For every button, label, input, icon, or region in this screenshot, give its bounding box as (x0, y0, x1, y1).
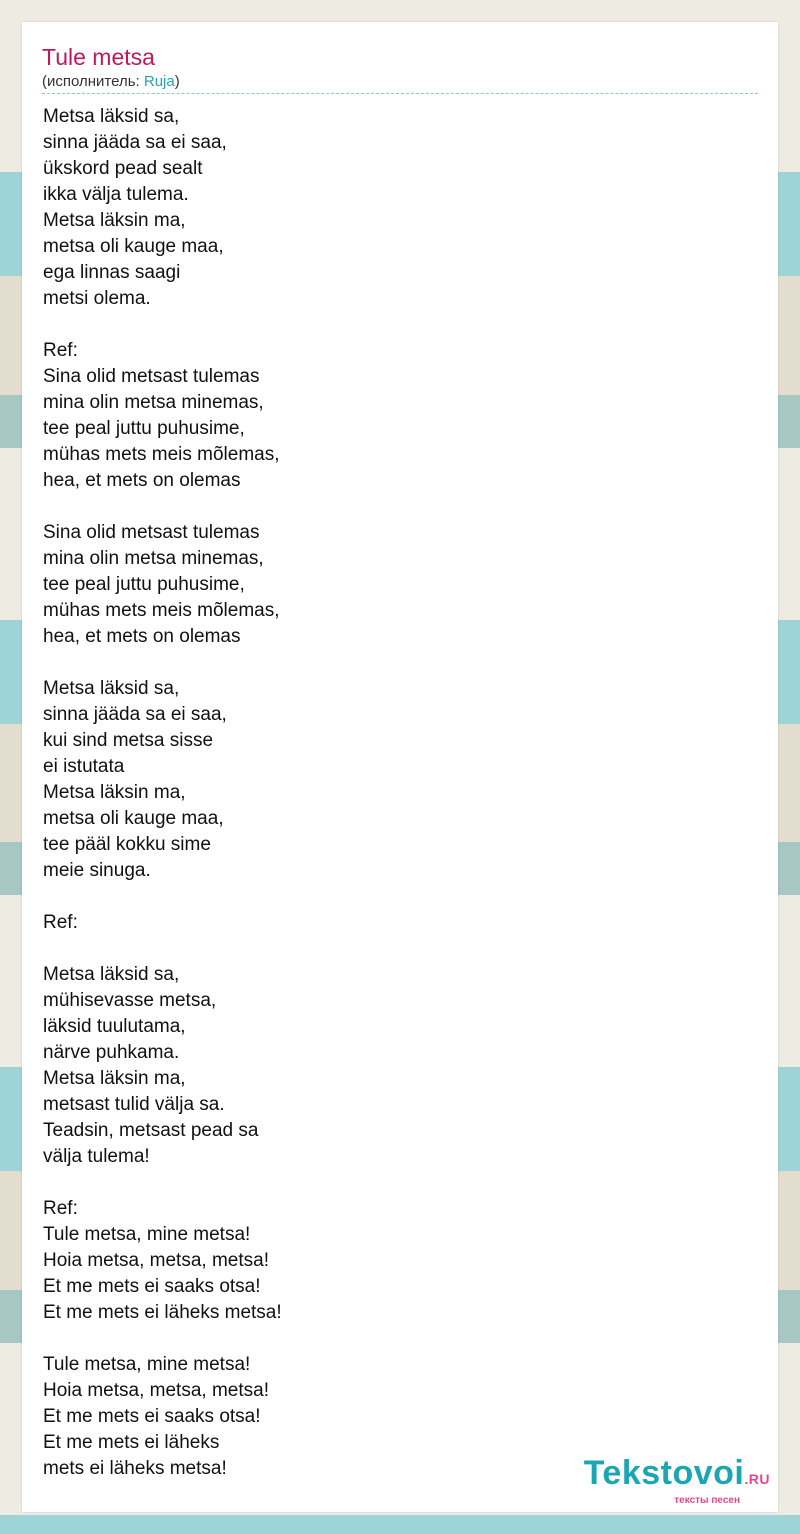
lyric-line: Ref: (43, 1198, 78, 1219)
lyric-line: tee pääl kokku sime (43, 834, 211, 855)
lyric-line: mühas mets meis mõlemas, (43, 600, 280, 621)
lyric-line: meie sinuga. (43, 860, 151, 881)
lyric-line: Metsa läksid sa, (43, 678, 180, 699)
lyric-line: tee peal juttu puhusime, (43, 574, 245, 595)
lyric-line: välja tulema! (43, 1146, 150, 1167)
lyric-line: hea, et mets on olemas (43, 626, 241, 647)
lyric-line: mühas mets meis mõlemas, (43, 444, 280, 465)
lyric-line: mühisevasse metsa, (43, 990, 217, 1011)
title-divider (42, 93, 758, 94)
artist-prefix: (исполнитель: (42, 73, 144, 90)
lyric-line: läksid tuulutama, (43, 1016, 186, 1037)
lyric-line: mets ei läheks metsa! (43, 1458, 227, 1479)
lyric-line: tee peal juttu puhusime, (43, 418, 245, 439)
lyric-line: metsa oli kauge maa, (43, 808, 224, 829)
logo-tld: .RU (744, 1471, 770, 1487)
artist-line (42, 73, 180, 91)
lyric-line: ükskord pead sealt (43, 158, 203, 179)
artist-link[interactable]: Ruja (143, 73, 175, 90)
logo-tagline: тексты песен (674, 1495, 740, 1506)
lyric-line: Metsa läksid sa, (43, 106, 180, 127)
lyric-line (43, 494, 282, 520)
lyric-line: Sina olid metsast tulemas (43, 522, 260, 543)
lyric-line (43, 650, 282, 676)
lyric-line: metsast tulid välja sa. (43, 1094, 225, 1115)
lyric-line: hea, et mets on olemas (43, 470, 241, 491)
lyric-line: Ref: (43, 912, 78, 933)
lyric-line: ega linnas saagi (43, 262, 181, 283)
artist-suffix: ) (174, 73, 180, 90)
lyric-line: sinna jääda sa ei saa, (43, 704, 227, 725)
lyric-line (43, 936, 282, 962)
lyric-line: Hoia metsa, metsa, metsa! (43, 1380, 269, 1401)
lyric-line: mina olin metsa minemas, (43, 548, 264, 569)
lyric-line: Ref: (43, 340, 78, 361)
lyric-line: Et me mets ei läheks (43, 1432, 220, 1453)
song-title: Tule metsa (42, 44, 155, 70)
lyric-line: Et me mets ei läheks metsa! (43, 1302, 282, 1323)
site-logo[interactable] (584, 1456, 770, 1506)
lyric-line: Hoia metsa, metsa, metsa! (43, 1250, 269, 1271)
lyric-line (43, 312, 282, 338)
lyrics-card (22, 22, 778, 1512)
lyrics-text (43, 104, 282, 1482)
lyric-line: Metsa läksid sa, (43, 964, 180, 985)
lyric-line: kui sind metsa sisse (43, 730, 214, 751)
lyric-line: Metsa läksin ma, (43, 1068, 186, 1089)
lyric-line: Metsa läksin ma, (43, 782, 186, 803)
lyric-line: närve puhkama. (43, 1042, 180, 1063)
lyric-line: Teadsin, metsast pead sa (43, 1120, 259, 1141)
lyric-line: ikka välja tulema. (43, 184, 189, 205)
lyric-line: Tule metsa, mine metsa! (43, 1354, 251, 1375)
lyric-line: Tule metsa, mine metsa! (43, 1224, 251, 1245)
logo-name: Tekstovoi (583, 1454, 745, 1492)
lyric-line: Et me mets ei saaks otsa! (43, 1276, 261, 1297)
lyric-line: Et me mets ei saaks otsa! (43, 1406, 261, 1427)
lyric-line: metsa oli kauge maa, (43, 236, 224, 257)
lyric-line: Sina olid metsast tulemas (43, 366, 260, 387)
lyric-line: metsi olema. (43, 288, 151, 309)
lyric-line (43, 884, 282, 910)
lyric-line: sinna jääda sa ei saa, (43, 132, 227, 153)
lyric-line (43, 1326, 282, 1352)
lyric-line (43, 1170, 282, 1196)
lyric-line: Metsa läksin ma, (43, 210, 186, 231)
lyric-line: mina olin metsa minemas, (43, 392, 264, 413)
lyric-line: ei istutata (43, 756, 125, 777)
